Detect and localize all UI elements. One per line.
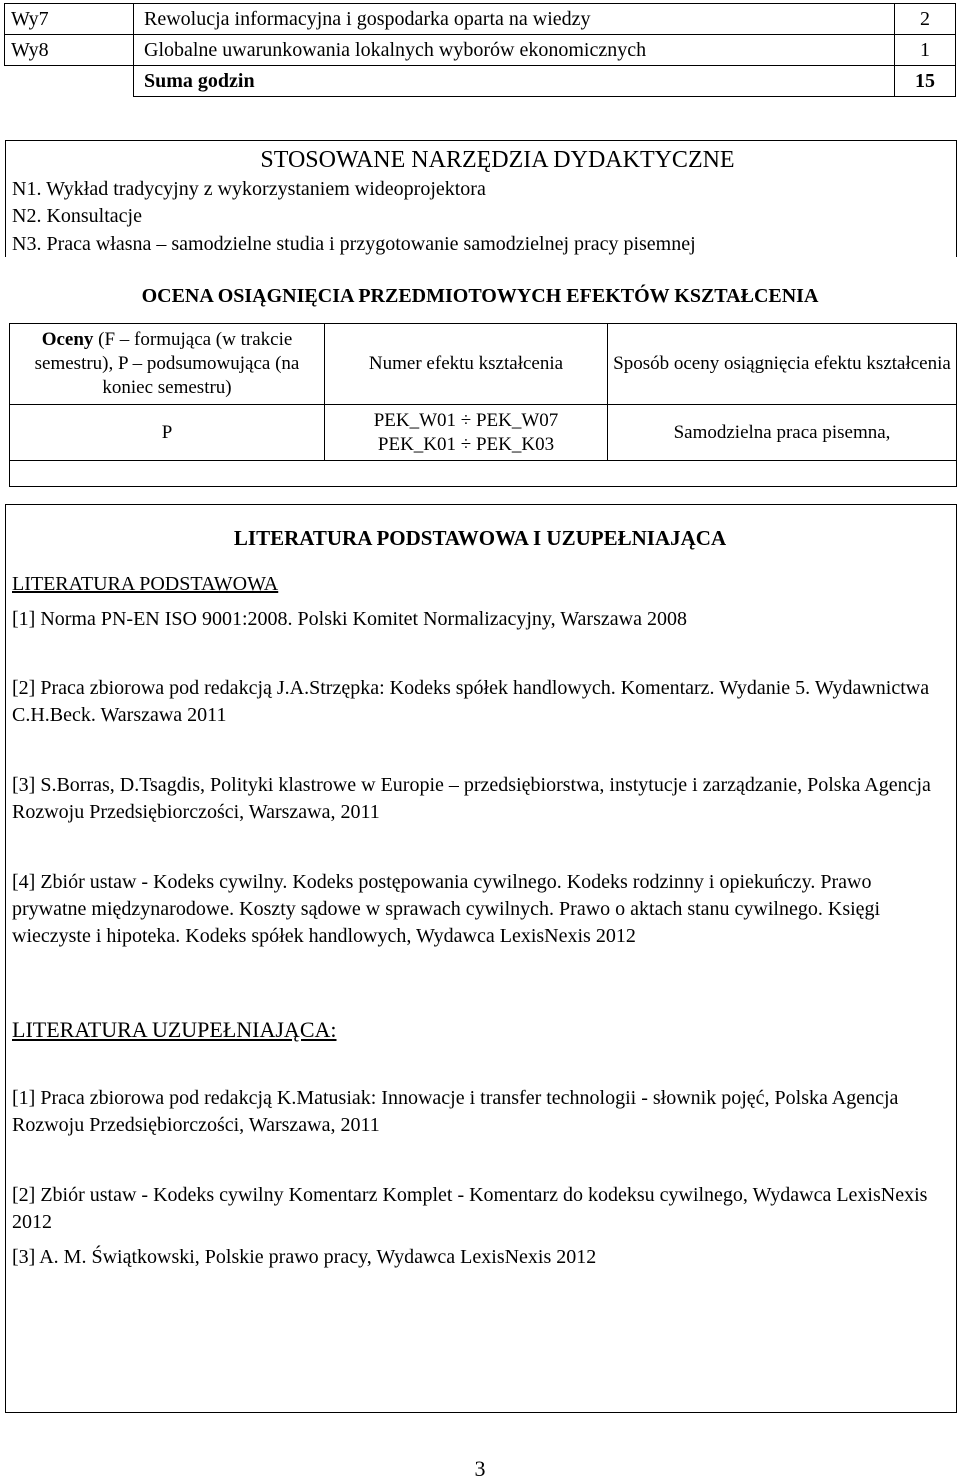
basic-reference: [3] S.Borras, D.Tsagdis, Polityki klastrowe w Europie – przedsiębiorstwa, instytucje i zarządzanie, Polska Agencja Rozwoju Przedsiębiorczości, Warszawa, 2011	[12, 774, 931, 823]
supplementary-reference: [2] Zbiór ustaw - Kodeks cywilny Komentarz Komplet - Komentarz do kodeksu cywilnego, Wydawca LexisNexis 2012	[12, 1184, 928, 1233]
tool-item: N2. Konsultacje	[12, 205, 142, 227]
lecture-title: Rewolucja informacyjna i gospodarka oparta na wiedzy	[134, 4, 895, 35]
effect-number-header: Numer efektu kształcenia	[325, 324, 608, 405]
tool-item: N1. Wykład tradycyjny z wykorzystaniem wideoprojektora	[12, 178, 486, 200]
sum-hours: 15	[895, 66, 956, 97]
lecture-hours: 1	[895, 35, 956, 66]
lecture-code: Wy8	[5, 35, 134, 66]
assessment-row	[10, 405, 957, 461]
assessment-empty-row	[10, 461, 957, 487]
empty-cell	[10, 461, 957, 487]
grade-type-header-text: (F – formująca (w trakcie semestru), P – podsumowująca (na koniec semestru)	[34, 329, 300, 398]
effect-numbers-line: PEK_K01 ÷ PEK_K03	[377, 433, 555, 455]
supplementary-reference: [3] A. M. Świątkowski, Polskie prawo pracy, Wydawca LexisNexis 2012	[12, 1246, 597, 1268]
assessment-method-header: Sposób oceny osiągnięcia efektu kształcenia	[608, 324, 957, 405]
lecture-code: Wy7	[5, 4, 134, 35]
grade-type: P	[10, 405, 325, 461]
basic-reference: [2] Praca zbiorowa pod redakcją J.A.Strzępka: Kodeks spółek handlowych. Komentarz. Wydanie 5. Wydawnictwa C.H.Beck. Warszawa 2011	[12, 677, 930, 726]
basic-reference: [1] Norma PN-EN ISO 9001:2008. Polski Komitet Normalizacyjny, Warszawa 2008	[12, 608, 687, 630]
page-number: 3	[474, 1456, 486, 1481]
course-hours-table	[4, 3, 956, 97]
assessment-table	[9, 323, 957, 487]
sum-empty-cell	[5, 66, 134, 97]
literature-section-box	[5, 504, 957, 1413]
grade-type-header-bold: Oceny	[41, 329, 94, 350]
assessment-header-row	[10, 324, 957, 405]
supplementary-literature-heading: LITERATURA UZUPEŁNIAJĄCA:	[12, 1017, 337, 1042]
lecture-hours: 2	[895, 4, 956, 35]
sum-label: Suma godzin	[134, 66, 895, 97]
tools-title: STOSOWANE NARZĘDZIA DYDAKTYCZNE	[260, 147, 735, 173]
literature-title: LITERATURA PODSTAWOWA I UZUPEŁNIAJĄCA	[233, 526, 727, 550]
assessment-title: OCENA OSIĄGNIĘCIA PRZEDMIOTOWYCH EFEKTÓW KSZTAŁCENIA	[141, 285, 819, 307]
assessment-method: Samodzielna praca pisemna,	[608, 405, 957, 461]
table-row	[5, 35, 956, 66]
basic-reference: [4] Zbiór ustaw - Kodeks cywilny. Kodeks postępowania cywilnego. Kodeks rodzinny i opiekuńczy. Prawo prywatne międzynarodowe. Koszty sądowe w sprawach cywilnych. Prawo o aktach stanu cywilnego. Księgi wieczyste i hipoteka. Kodeks spółek handlowych, Wydawca LexisNexis 2012	[12, 871, 881, 947]
supplementary-reference: [1] Praca zbiorowa pod redakcją K.Matusiak: Innowacje i transfer technologii - słownik pojęć, Polska Agencja Rozwoju Przedsiębiorczości, Warszawa, 2011	[12, 1087, 899, 1136]
basic-literature-heading: LITERATURA PODSTAWOWA	[12, 573, 279, 595]
effect-numbers	[325, 405, 608, 461]
table-row	[5, 4, 956, 35]
lecture-title: Globalne uwarunkowania lokalnych wyborów ekonomicznych	[134, 35, 895, 66]
effect-numbers-line: PEK_W01 ÷ PEK_W07	[373, 409, 559, 431]
grade-type-header	[10, 324, 325, 405]
tool-item: N3. Praca własna – samodzielne studia i przygotowanie samodzielnej pracy pisemnej	[12, 233, 696, 255]
sum-row	[5, 66, 956, 97]
